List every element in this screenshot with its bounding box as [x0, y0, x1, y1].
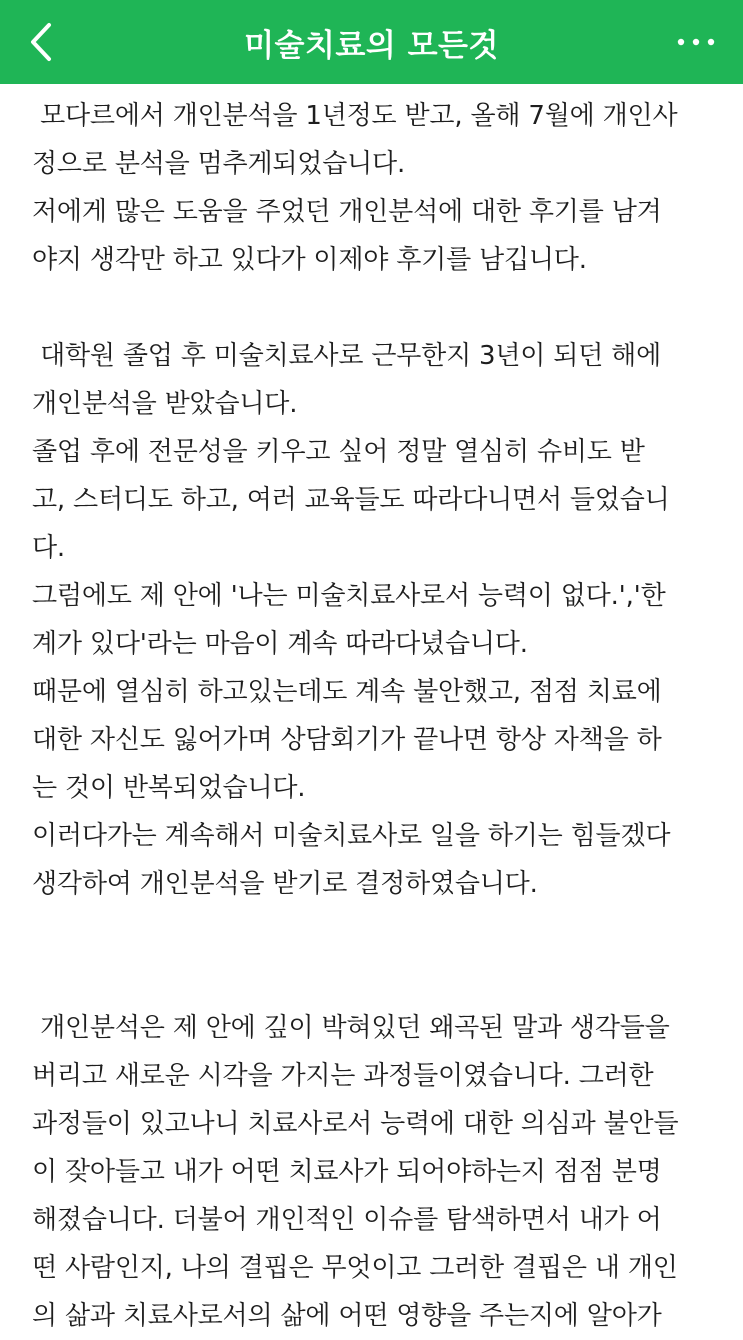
article-body — [32, 92, 722, 1340]
text-line: 야지 생각만 하고 있다가 이제야 후기를 남깁니다. — [32, 245, 587, 275]
more-options-button[interactable] — [663, 18, 729, 66]
paragraph-gap — [32, 908, 722, 1004]
more-horizontal-icon — [676, 37, 716, 47]
back-button[interactable] — [28, 16, 84, 68]
text-line: 대학원 졸업 후 미술치료사로 근무한지 3년이 되던 해에 — [32, 341, 662, 371]
text-line: 개인분석은 제 안에 깊이 박혀있던 왜곡된 말과 생각들을 — [32, 1013, 670, 1043]
text-line: 정으로 분석을 멈추게되었습니다. — [32, 149, 406, 179]
page-title: 미술치료의 모든것 — [244, 27, 499, 64]
text-line: 저에게 많은 도움을 주었던 개인분석에 대한 후기를 남겨 — [32, 197, 662, 227]
text-line: 떤 사람인지, 나의 결핍은 무엇이고 그러한 결핍은 내 개인 — [32, 1253, 678, 1283]
text-line: 해졌습니다. 더불어 개인적인 이슈를 탐색하면서 내가 어 — [32, 1205, 662, 1235]
text-line: 때문에 열심히 하고있는데도 계속 불안했고, 점점 치료에 — [32, 677, 662, 707]
paragraph-gap — [32, 284, 722, 332]
text-line: 개인분석을 받았습니다. — [32, 389, 298, 419]
text-line: 다. — [32, 533, 65, 563]
text-line: 모다르에서 개인분석을 1년정도 받고, 올해 7월에 개인사 — [32, 101, 678, 131]
text-line: 이러다가는 계속해서 미술치료사로 일을 하기는 힘들겠다 — [32, 821, 671, 851]
chevron-left-icon — [28, 22, 54, 62]
text-line: 이 잦아들고 내가 어떤 치료사가 되어야하는지 점점 분명 — [32, 1157, 662, 1187]
app-header — [0, 0, 743, 84]
text-line: 생각하여 개인분석을 받기로 결정하였습니다. — [32, 869, 538, 899]
text-line: 의 삶과 치료사로서의 삶에 어떤 영향을 주는지에 알아가 — [32, 1301, 662, 1331]
text-line: 대한 자신도 잃어가며 상담회기가 끝나면 항상 자책을 하 — [32, 725, 662, 755]
text-line: 계가 있다'라는 마음이 계속 따라다녔습니다. — [32, 629, 528, 659]
text-line: 과정들이 있고나니 치료사로서 능력에 대한 의심과 불안들 — [32, 1109, 679, 1139]
text-line: 는 것이 반복되었습니다. — [32, 773, 306, 803]
text-line: 그럼에도 제 안에 '나는 미술치료사로서 능력이 없다.','한 — [32, 581, 666, 611]
text-line: 고, 스터디도 하고, 여러 교육들도 따라다니면서 들었습니 — [32, 485, 670, 515]
text-line: 버리고 새로운 시각을 가지는 과정들이였습니다. 그러한 — [32, 1061, 654, 1091]
text-line: 졸업 후에 전문성을 키우고 싶어 정말 열심히 슈비도 받 — [32, 437, 645, 467]
